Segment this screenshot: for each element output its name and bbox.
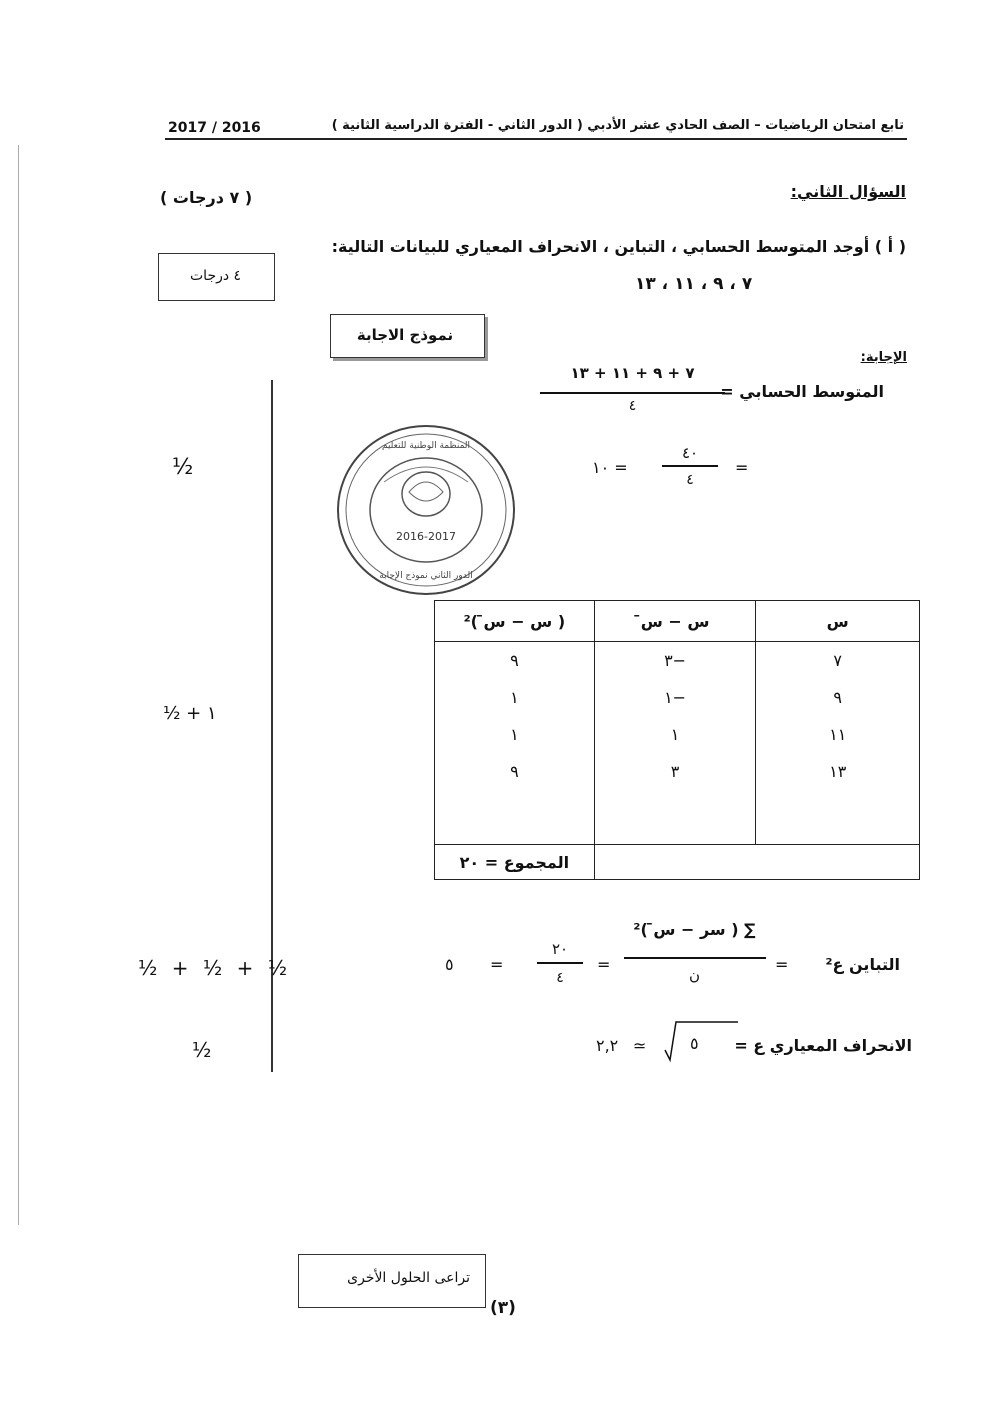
sqrt-symbol — [662, 1018, 742, 1064]
table-cell: ١ — [594, 716, 756, 753]
answer-label: الإجابة: — [860, 350, 907, 365]
mean-numerator: ٧ + ٩ + ١١ + ١٣ — [570, 364, 695, 382]
model-answer-label: نموذج الاجابة — [356, 326, 454, 344]
total-marks: ( ٧ درجات ) — [160, 188, 253, 207]
table-cell: ١٣ — [756, 753, 920, 790]
table-row — [435, 642, 920, 680]
mean-mark: ½ — [172, 455, 194, 480]
variance-frac2-denominator: ٤ — [556, 970, 564, 986]
page-number: (٣) — [490, 1298, 516, 1318]
table-row — [435, 790, 920, 817]
table-mark — [163, 703, 217, 724]
table-cell: ٩ — [756, 679, 920, 716]
mean-step-bar — [662, 465, 718, 467]
stddev-result: ٢,٢ — [596, 1036, 619, 1055]
table-row — [435, 679, 920, 716]
table-header: س − س̄ — [594, 601, 756, 642]
mean-eq: = — [735, 458, 749, 477]
variance-numerator: ∑ ( سر − س̄ )² — [633, 920, 756, 939]
variance-mark: ½ + ½ + ½ — [138, 956, 292, 980]
table-mark-text: ½ + ١ — [163, 703, 217, 724]
mean-step-denominator: ٤ — [686, 472, 694, 488]
variance-bar — [624, 957, 766, 959]
header-title: تابع امتحان الرياضيات – الصف الحادي عشر الأدبي ( الدور الثاني - الفترة الدراسية الثانية ) — [331, 118, 904, 133]
table-cell: −٣ — [594, 642, 756, 680]
table-cell: −١ — [594, 679, 756, 716]
table-cell: ٣ — [594, 753, 756, 790]
table-cell: ١ — [435, 716, 595, 753]
table-cell: ١ — [435, 679, 595, 716]
table-header-row — [435, 601, 920, 642]
deviation-table — [434, 600, 920, 880]
mean-result: = ١٠ — [592, 458, 628, 477]
data-values: ٧ ، ٩ ، ١١ ، ١٣ — [635, 274, 753, 294]
stamp-top-text: المنظمة الوطنية للتعليم — [381, 441, 471, 451]
table-cell: ٩ — [435, 642, 595, 680]
mean-fraction-bar — [540, 392, 725, 394]
margin-line — [18, 145, 19, 1225]
question-label: السؤال الثاني: — [790, 182, 906, 201]
table-total-row — [435, 845, 920, 880]
table-row — [435, 716, 920, 753]
variance-result: ٥ — [445, 955, 454, 974]
table-header: ( س − س̄ )² — [435, 601, 595, 642]
mean-denominator: ٤ — [628, 398, 637, 414]
variance-denominator: ن — [688, 966, 700, 984]
header-year: 2017 / 2016 — [168, 120, 261, 136]
variance-eq2: = — [597, 955, 611, 974]
stamp-year: 2016-2017 — [396, 530, 456, 543]
part-a-text: ( أ ) أوجد المتوسط الحسابي ، التباين ، الانحراف المعياري للبيانات التالية: — [331, 237, 906, 256]
table-cell: ١١ — [756, 716, 920, 753]
footer-note: تراعى الحلول الأخرى — [347, 1270, 470, 1286]
variance-eq1: = — [775, 955, 789, 974]
table-cell: ٧ — [756, 642, 920, 680]
stamp-bottom-text: الدور الثاني نموذج الإجابة — [379, 571, 473, 581]
table-header: س — [756, 601, 920, 642]
variance-label: التباين ع² — [825, 955, 900, 974]
sqrt-radicand: ٥ — [690, 1034, 699, 1053]
mean-label: المتوسط الحسابي = — [720, 382, 884, 401]
variance-frac2-bar — [537, 962, 583, 964]
stddev-label: الانحراف المعياري ع = — [734, 1036, 912, 1055]
variance-eq3: = — [490, 955, 504, 974]
mean-step-numerator: ٤٠ — [681, 444, 699, 462]
stddev-mark: ½ — [192, 1038, 212, 1062]
stddev-approx: ≃ — [633, 1036, 647, 1055]
table-row — [435, 753, 920, 790]
variance-frac2-numerator: ٢٠ — [551, 940, 569, 958]
table-row — [435, 817, 920, 845]
table-total: المجموع = ٢٠ — [435, 845, 595, 880]
ministry-stamp — [334, 422, 518, 598]
header-underline — [165, 138, 907, 140]
part-marks: ٤ درجات — [190, 268, 242, 284]
table-cell: ٩ — [435, 753, 595, 790]
